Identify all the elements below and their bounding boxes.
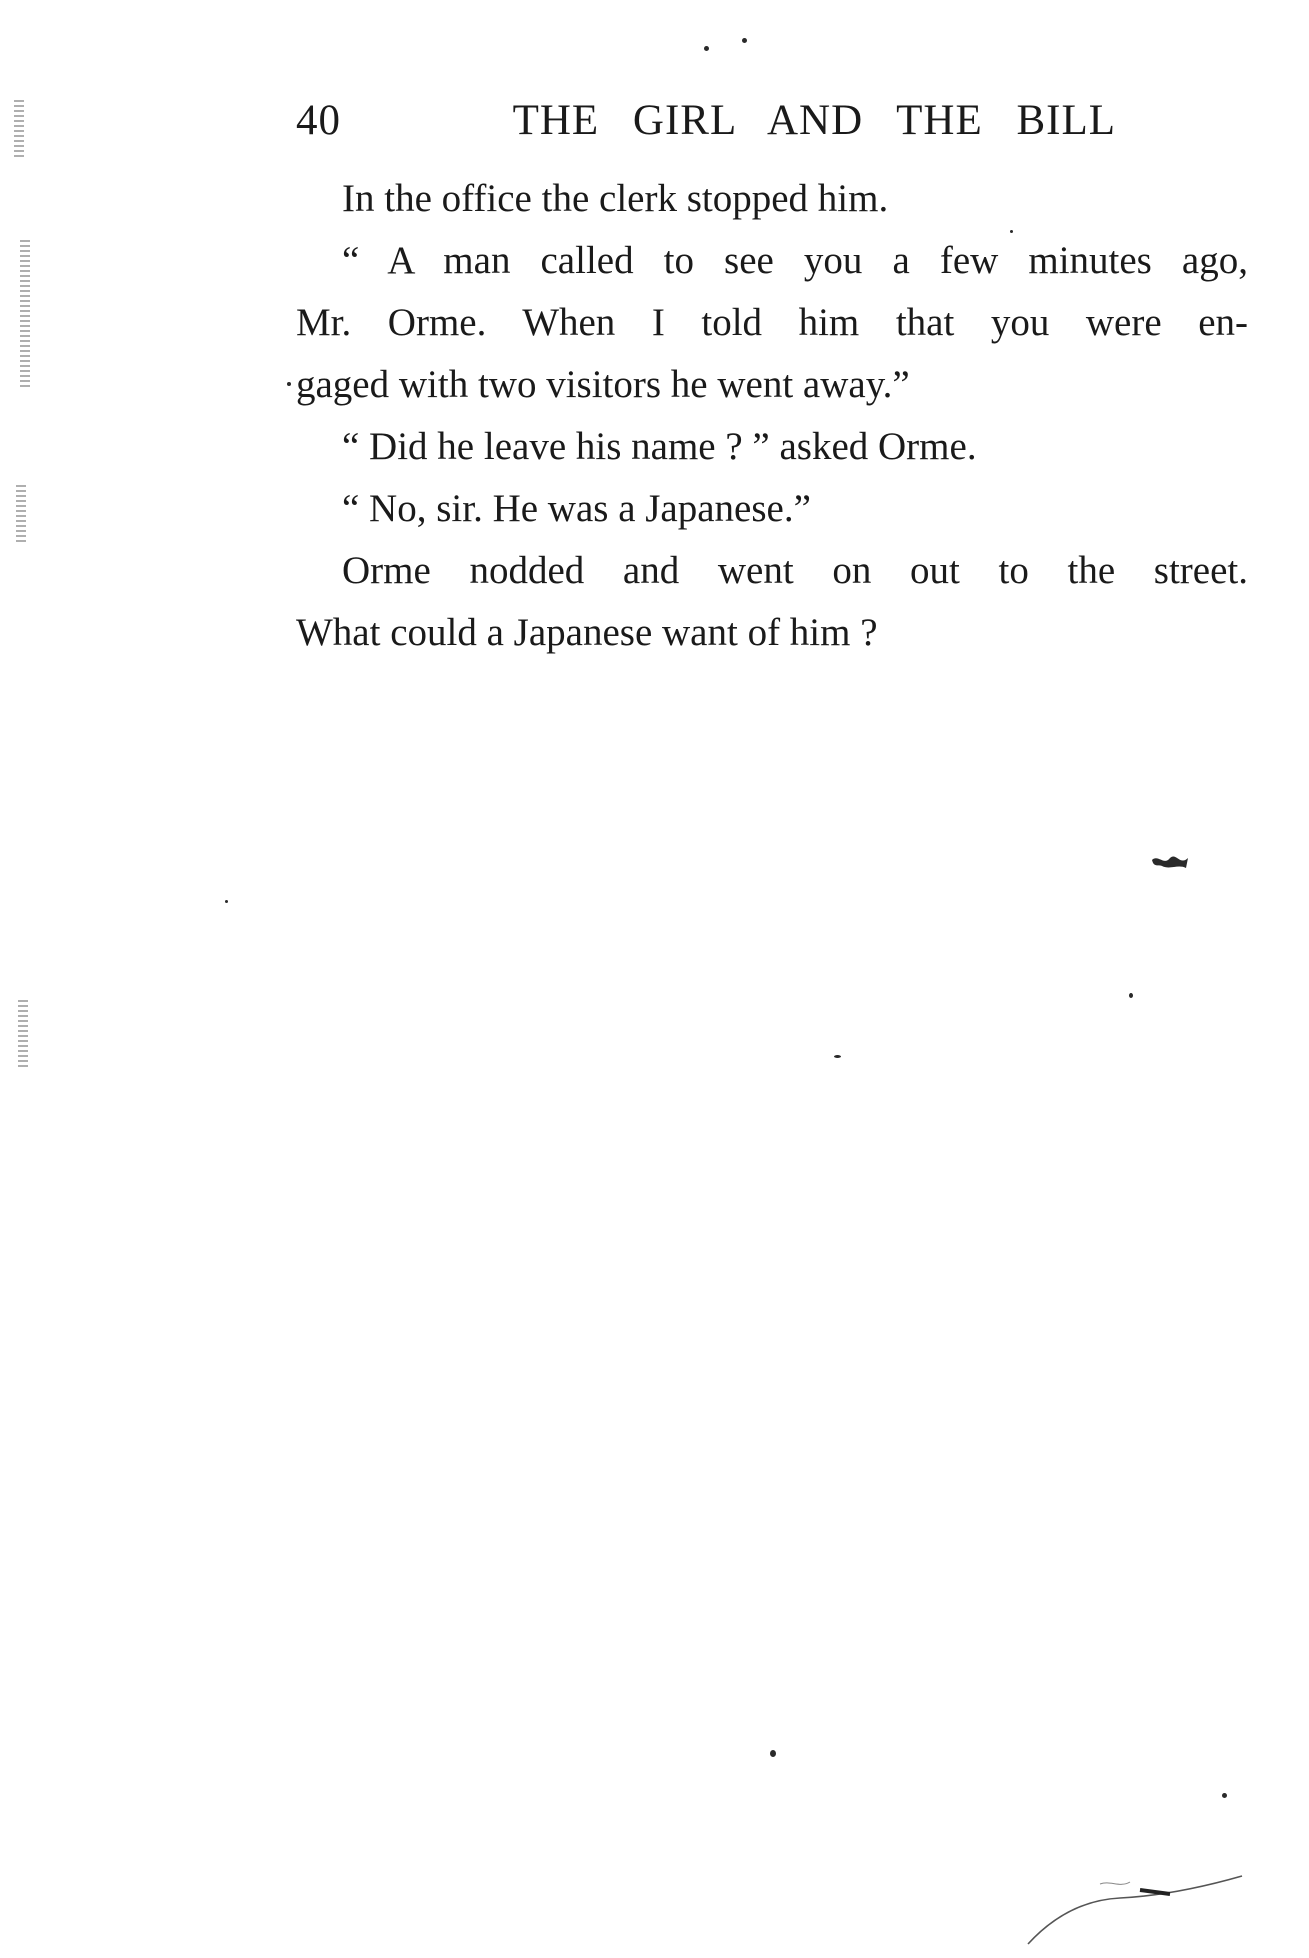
text-line: Orme nodded and went on out to the street. [342,549,1248,592]
text-line: “ No, sir. He was a Japanese.” [342,487,811,530]
scan-speck [770,1750,776,1757]
body-text [296,168,1248,664]
scan-speck [287,382,291,386]
text-line: “ Did he leave his name ? ” asked Orme. [342,425,977,468]
scan-margin-noise [18,1000,28,1070]
text-line: Mr. Orme. When I told him that you were en- [296,301,1248,344]
scan-margin-noise [14,100,24,160]
text-line: What could a Japanese want of him ? [296,611,878,654]
scan-margin-noise [20,240,30,390]
pencil-mark [1020,1840,1250,1950]
scan-speck [834,1055,841,1058]
scan-speck [742,38,747,43]
text-line: In the office the clerk stopped him. [342,177,889,220]
text-line: “ A man called to see you a few minutes ago, [342,239,1248,282]
scan-speck [704,46,709,51]
scan-speck [1129,993,1133,998]
scan-speck [1010,230,1013,233]
running-title: THE GIRL AND THE BILL [512,97,1116,144]
text-line: gaged with two visitors he went away.” [296,363,910,406]
page-header [296,96,1116,156]
ink-blot [1150,852,1190,872]
scan-speck [1222,1793,1227,1798]
scan-margin-noise [16,485,26,545]
scan-speck [225,900,228,903]
page-number: 40 [296,97,341,144]
